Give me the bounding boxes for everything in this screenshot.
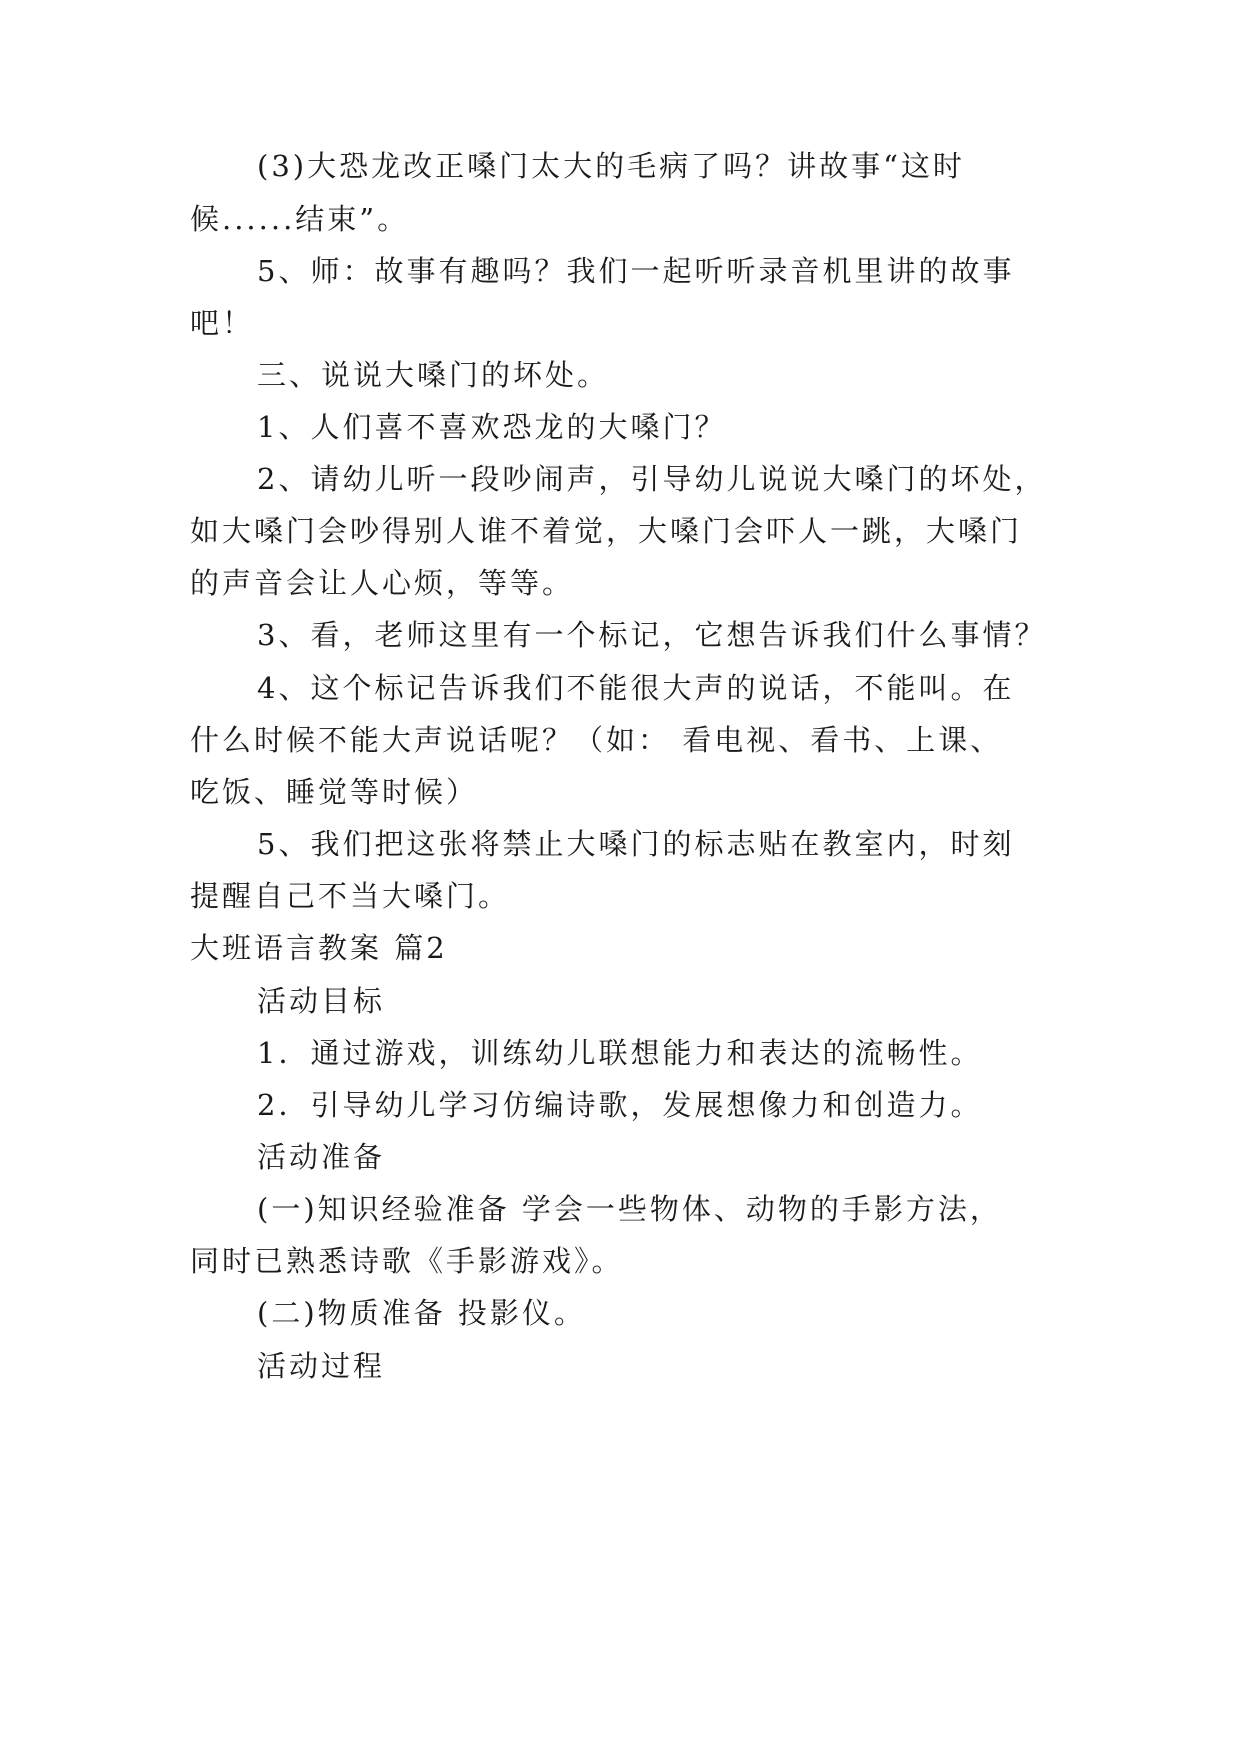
paragraph-line: 1．通过游戏，训练幼儿联想能力和表达的流畅性。 [257,1036,983,1070]
paragraph-line: 提醒自己不当大嗓门。 [190,879,511,913]
paragraph-line: 吧！ [190,306,255,340]
paragraph-line: (3)大恐龙改正嗓门太大的毛病了吗？讲故事“这时 [257,149,965,183]
paragraph-line: 2．引导幼儿学习仿编诗歌，发展想像力和创造力。 [257,1088,983,1122]
paragraph-line: 4、这个标记告诉我们不能很大声的说话，不能叫。在 [257,671,1015,705]
paragraph-line: 5、我们把这张将禁止大嗓门的标志贴在教室内，时刻 [257,827,1015,861]
paragraph-line: 什么时候不能大声说话呢？（如： 看电视、看书、上课、 [190,723,1003,757]
subheading: 活动过程 [257,1349,386,1383]
paragraph-line: 3、看，老师这里有一个标记，它想告诉我们什么事情？ [257,618,1047,652]
paragraph-line: 候......结束”。 [190,202,410,236]
paragraph-line: 1、人们喜不喜欢恐龙的大嗓门？ [257,410,727,444]
subheading: 活动目标 [257,984,386,1018]
paragraph-line: 同时已熟悉诗歌《手影游戏》。 [190,1244,624,1278]
paragraph-line: 2、请幼儿听一段吵闹声，引导幼儿说说大嗓门的坏处， [257,462,1047,496]
paragraph-line: 吃饭、睡觉等时候） [190,775,479,809]
paragraph-line: (一)知识经验准备 学会一些物体、动物的手影方法， [257,1192,1002,1226]
section-title: 大班语言教案 篇2 [190,931,448,965]
paragraph-line: 如大嗓门会吵得别人谁不着觉，大嗓门会吓人一跳，大嗓门 [190,514,1023,548]
subheading: 活动准备 [257,1140,386,1174]
paragraph-line: 的声音会让人心烦，等等。 [190,566,575,600]
paragraph-line: 5、师：故事有趣吗？我们一起听听录音机里讲的故事 [257,254,1015,288]
paragraph-line: (二)物质准备 投影仪。 [257,1296,586,1330]
section-heading: 三、说说大嗓门的坏处。 [257,358,610,392]
